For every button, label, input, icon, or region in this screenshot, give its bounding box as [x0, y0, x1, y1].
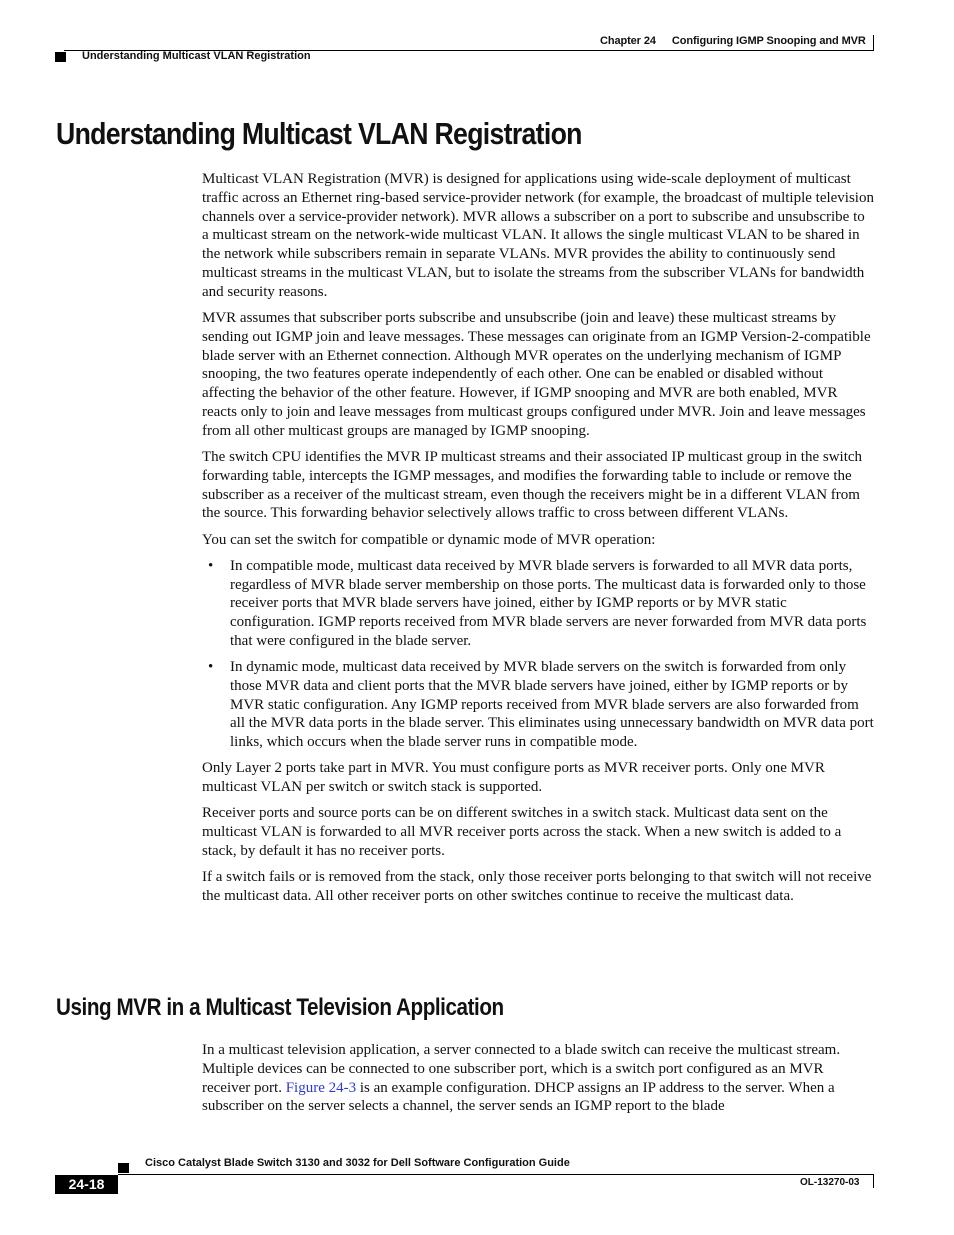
- page-number: 24-18: [55, 1175, 118, 1194]
- document-number: OL-13270-03: [800, 1177, 860, 1188]
- list-item: [202, 658, 874, 752]
- header-marker-block: [55, 52, 66, 62]
- footer-guide-title: Cisco Catalyst Blade Switch 3130 and 3032 for Dell Software Configuration Guide: [145, 1157, 570, 1169]
- mode-bullet-list: [202, 557, 874, 752]
- chapter-number: Chapter 24: [600, 35, 656, 47]
- paragraph-text: is an example configuration. DHCP assigns an IP address to the server. When a subscriber on the server selects a channel, the server sends an IGMP report to the blade: [202, 1079, 835, 1115]
- bullet-icon: •: [208, 557, 214, 574]
- running-header-section: Understanding Multicast VLAN Registration: [82, 50, 311, 62]
- list-item-text: In compatible mode, multicast data received by MVR blade servers is forwarded to all MVR data ports, regardless of MVR blade server membership on those ports. The multicast data is forwarded only to those receiver ports that MVR blade servers have joined, either by IGMP reports or by MVR static configuration. IGMP reports received from MVR blade servers are never forwarded from MVR data ports that were configured in the blade server.: [230, 557, 867, 649]
- paragraph: [202, 1041, 874, 1116]
- header-right-bar: [873, 35, 874, 51]
- paragraph: The switch CPU identifies the MVR IP multicast streams and their associated IP multicast group in the switch forwarding table, intercepts the IGMP messages, and modifies the forwarding table to include or remove the subscriber as a receiver of the multicast stream, even though the receivers might be in a different VLAN from the source. This forwarding behavior selectively allows traffic to cross between different VLANs.: [202, 448, 863, 522]
- section-body-mvr: [202, 170, 874, 913]
- list-item: [202, 557, 874, 651]
- footer-right-bar: [873, 1174, 874, 1188]
- paragraph: Receiver ports and source ports can be on different switches in a switch stack. Multicast data sent on the multicast VLAN is forwarded to all MVR receiver ports across the stack. When a new switch is added to a stack, by default it has no receiver ports.: [202, 805, 842, 860]
- paragraph: MVR assumes that subscriber ports subscribe and unsubscribe (join and leave) these multicast streams by sending out IGMP join and leave messages. These messages can originate from an IGMP Version-2-compatible blade server with an Ethernet connection. Although MVR operates on the underlying mechanism of IGMP snooping, the two features operate independently of each other. One can be enabled or disabled without affecting the behavior of the other feature. However, if IGMP snooping and MVR are both enabled, MVR reacts only to join and leave messages from multicast groups configured under MVR. Join and leave messages from all other multicast groups are managed by IGMP snooping.: [202, 309, 871, 439]
- section-heading-mvr: Understanding Multicast VLAN Registration: [56, 116, 582, 151]
- section-heading-tv-application: Using MVR in a Multicast Television Application: [56, 994, 504, 1021]
- bullet-icon: •: [208, 659, 214, 676]
- paragraph: You can set the switch for compatible or dynamic mode of MVR operation:: [202, 531, 656, 548]
- footer-rule: [118, 1174, 874, 1175]
- paragraph-text: In a multicast television application, a server connected to a blade switch can receive the multicast stream. Multiple devices can be connected to one subscriber port, which is a switch port configured as an MVR receiver port.: [202, 1042, 841, 1096]
- paragraph: If a switch fails or is removed from the stack, only those receiver ports belonging to that switch will not receive the multicast data. All other receiver ports on other switches continue to receive the multicast data.: [202, 869, 872, 905]
- paragraph: Only Layer 2 ports take part in MVR. You must configure ports as MVR receiver ports. Only one MVR multicast VLAN per switch or switch stack is supported.: [202, 760, 825, 796]
- footer-marker-block: [118, 1163, 129, 1173]
- section-body-tv-application: [202, 1041, 874, 1124]
- running-header-chapter: [600, 35, 866, 47]
- figure-24-3-link[interactable]: Figure 24-3: [285, 1079, 357, 1096]
- paragraph: Multicast VLAN Registration (MVR) is designed for applications using wide-scale deployment of multicast traffic across an Ethernet ring-based service-provider network (for example, the broadcast of multiple television channels over a service-provider network). MVR allows a subscriber on a port to subscribe and unsubscribe to a multicast stream on the network-wide multicast VLAN. It allows the single multicast VLAN to be shared in the network while subscribers remain in separate VLANs. MVR provides the ability to continuously send multicast streams in the multicast VLAN, but to isolate the streams from the subscriber VLANs for bandwidth and security reasons.: [202, 171, 874, 300]
- chapter-title: Configuring IGMP Snooping and MVR: [671, 35, 866, 47]
- list-item-text: In dynamic mode, multicast data received by MVR blade servers on the switch is forwarded from only those MVR data and client ports that the MVR blade servers have joined, either by IGMP reports or by MVR static configuration. Any IGMP reports received from MVR blade servers are also forwarded from all the MVR data ports in the blade server. This eliminates using unnecessary bandwidth on MVR data port links, which occurs when the blade server runs in compatible mode.: [230, 659, 874, 751]
